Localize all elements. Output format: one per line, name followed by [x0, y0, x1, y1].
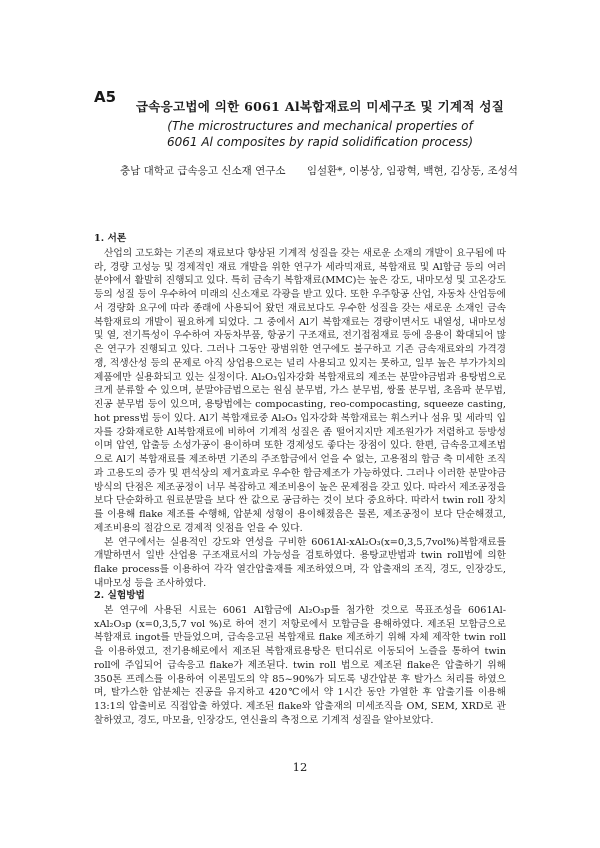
title-korean: 급속응고법에 의한 6061 Al복합재료의 미세구조 및 기계적 성질: [135, 99, 505, 114]
section-methods: [94, 589, 506, 728]
section-introduction: [94, 232, 506, 591]
page-number: 12: [292, 760, 308, 774]
body-paragraph: 본 연구에 사용된 시료는 6061 Al합금에 Al₂O₃p를 첨가한 것으로 목표조성을 6061Al-xAl₂O₃p (x=0,3,5,7 vol %)로 하여 전기 저항로에서 모합금을 용해하였다. 제조된 모합금으로 복합재료 ingot를 만들었으며, 급속응고된 복합재료 flake 제조하기 위해 자체 제작한 twin roll을 이용하였고, 전기용해로에서 제조된 복합재료용탕은 턴디쉬로 이동되어 노즐을 통하여 twin roll에 주입되어 급속응고 flake가 제조된다. twin roll 법으로 제조된 flake은 압출하기 위해 350톤 프레스를 이용하여 이론밀도의 약 85~90%가 되도록 냉간압분 후 탈가스 처리를 하였으며, 탈가스한 압분체는 진공을 유지하고 420℃에서 약 1시간 동안 가열한 후 압출기를 이용해 13:1의 압출비로 직접압출 하였다. 제조된 flake와 압출재의 미세조직을 OM, SEM, XRD로 관찰하였고, 경도, 마모율, 인장강도, 연신율의 측정으로 기계적 성질을 알아보았다.: [94, 604, 506, 726]
authors: 임설환*, 이봉상, 임광혁, 백현, 김상동, 조성석: [306, 165, 518, 177]
affiliation: 충남 대학교 급속응고 신소재 연구소: [120, 165, 286, 177]
paper-id: A5: [94, 88, 117, 106]
section-heading: 2. 실험방법: [94, 590, 145, 601]
title-english: [110, 118, 530, 150]
body-paragraph: 본 연구에서는 실용적인 강도와 연성을 구비한 6061Al-xAl₂O₃(x=0,3,5,7vol%)복합재료를 개발하면서 일반 산업용 구조재료서의 가능성을 검토하였다. 용탕교반법과 twin roll법에 의한 flake process를 이용하여 각각 열간압출재를 제조하였으며, 각 압출재의 조직, 경도, 인장강도, 내마모성 등을 조사하였다.: [94, 536, 506, 589]
title-english-line-1: (The microstructures and mechanical properties of: [167, 119, 473, 133]
affiliation-line: [120, 163, 520, 178]
title-block: [110, 97, 530, 150]
section-heading: 1. 서론: [94, 233, 127, 244]
body-paragraph: 산업의 고도화는 기존의 재료보다 향상된 기계적 성질을 갖는 새로운 소재의 개발이 요구됨에 따라, 경량 고성능 및 경제적인 재료 개발을 위한 연구가 세라믹재료, 복합재료 및 Al합금 등의 여러 분야에서 활발히 진행되고 있다. 특히 금속기 복합재료(MMC)는 높은 강도, 내마모성 및 고온강도 등의 성질 등이 우수하여 미래의 신소재로 각광을 받고 있다. 또한 우주항공 산업, 자동차 산업등에서 경량화 요구에 따라 종래에 사용되어 왔던 재료보다도 우수한 성질을 갖는 새로운 소재인 금속복합재료의 개발이 필요하게 되었다. 그 중에서 Al기 복합재료는 경량이면서도 내열성, 내마모성 및 열, 전기특성이 우수하여 자동차부품, 항공기 구조재료, 전기접점재료 등에 응용이 확대되어 많은 연구가 진행되고 있다. 그러나 그동안 광범위한 연구에도 불구하고 기존 금속재료와의 가격경쟁, 적생산성 등의 문제로 아직 상업용으로는 널리 사용되고 있지는 못하고, 일부 높은 부가가치의 제품에만 실용화되고 있는 실정이다. Al₂O₃입자강화 복합재료의 제조는 분말야금법과 용탕법으로 크게 분류할 수 있으며, 분말야금법으로는 원심 분무법, 가스 분무법, 쌍롤 분무법, 초음파 분무법, 진공 분무법 등이 있으며, 용탕법에는 compocasting, reo-compocasting, squeeze casting, hot press법 등이 있다. Al기 복합재료중 Al₂O₃ 입자강화 복합재료는 휘스커나 섬유 및 세라믹 입자를 강화재로한 Al복합재료에 비하여 기계적 성질은 좀 떨어지지만 제조원가가 저렴하고 등방성이며 압연, 압출등 소성가공이 용이하며 또한 경제성도 좋다는 장점이 있다. 한편, 급속응고제조법으로 Al기 복합재료를 제조하면 기존의 주조합금에서 얻을 수 없는, 고용점의 합금 축 미세한 조직과 고용도의 증가 및 편석상의 제거효과로 우수한 합금제조가 가능하였다. 그러나 이러한 분말야금 방식의 단점은 제조공정이 너무 복잡하고 제조비용이 높은 문제점을 갖고 있다. 따라서 제조공정을 보다 단순화하고 원료분말을 보다 싼 값으로 공급하는 것이 보다 중요하다. 따라서 twin roll 장치를 이용해 flake 제조를 수행해, 압분체 성형이 용이해졌음은 물론, 제조공정이 보다 단순해졌고, 제조비용의 절감으로 경제적 잇점을 얻을 수 있다.: [94, 247, 506, 534]
title-english-line-2: 6061 Al composites by rapid solidification process): [166, 135, 474, 149]
